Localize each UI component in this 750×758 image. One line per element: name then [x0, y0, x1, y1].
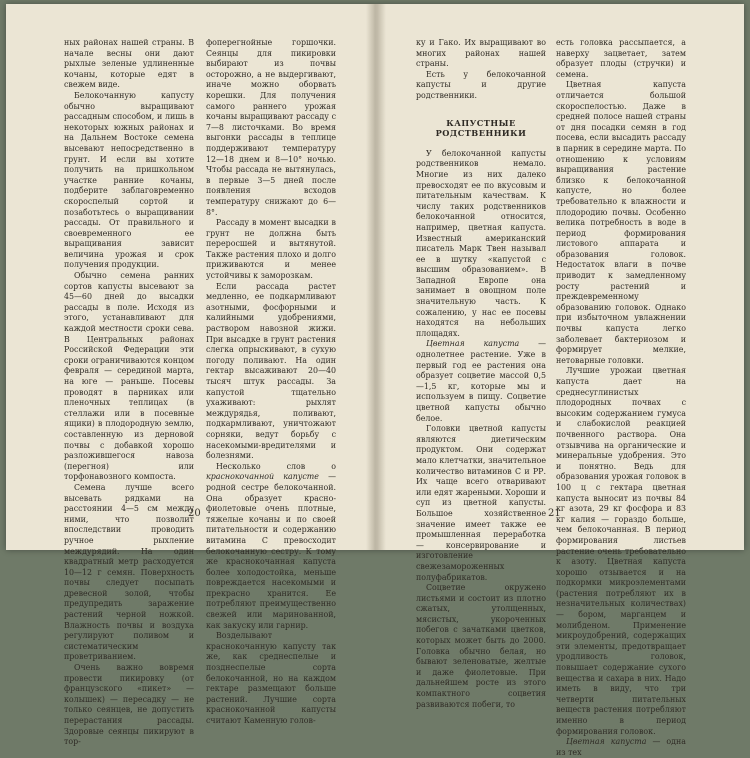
- paragraph: Лучшие урожаи цветная капуста дает на среднесуглинистых плодородных почвах с высоким содержанием гумуса и слабокислой реакцией почвенного раствора. Она отзывчива на органические и минеральные удобрения. Это и понятно. Ведь для образования урожая головок в 100 ц с гектара цветная капуста выносит из почвы 84 кг азота, 29 кг фосфора и 83 кг калия — гораздо больше, чем белокочанная. В период формирования листьев растение очень требовательно к азоту. Цветная капуста хорошо отзывается и на подкормки микроэлементами (растения потребляют их в незначительных количествах) — бором, марганцем и молибденом. Применение микроудобрений, содержащих эти элементы, предотвращает уродливость головок, повышает содержание сухого вещества и сахара в них. Надо иметь в виду, что три четверти питательных веществ растения потребляют именно в период формирования головок.: [556, 366, 686, 736]
- paragraph: Несколько слов о краснокочанной капусте — родной сестре белокочанной. Она образует красно-фиолетовые очень плотные, тяжелые кочаны и по своей питательности и содержанию витамина С превосходит белокочанную сестру. К тому же краснокочанная капуста более холодостойка, меньше повреждается насекомыми и прекрасно хранится. Ее потребляют преимущественно свежей или маринованной, как закуску или гарнир.: [206, 461, 337, 630]
- left-page-column-1: [64, 38, 194, 747]
- right-page: [376, 4, 744, 757]
- book-gutter: [366, 4, 386, 550]
- left-page-column-2: [206, 38, 337, 725]
- right-page-column-1: [416, 38, 546, 709]
- paragraph: Цветная капуста отличается большой скороспелостью. Даже в средней полосе нашей страны от дня посадки семян в год посева, если высадить рассаду в парник в середине марта. По отношению к условиям выращивания растение близко к белокочанной капусте, но более требовательно к влажности и плодородию почвы. Особенно велика потребность в воде в период формирования листового аппарата и образования головок. Недостаток влаги в почве приводит к замедленному росту растений и преждевременному образованию головок. Однако при избыточном увлажнении почвы капуста легко заболевает бактериозом и формирует мелкие, нетоварные головки.: [556, 80, 686, 365]
- paragraph: фоперегнойные горшочки. Сеянцы для пикировки выбирают из почвы осторожно, а не выдергивают, иначе можно оборвать корешки. Для получения самого раннего урожая кочаны выращивают рассаду с 7—8 листочками. Во время выгонки рассады в теплице поддерживают температуру 12—18 днем и 8—10° ночью. Чтобы рассада не вытянулась, в первые 3—5 дней после появления всходов температуру снижают до 6—8°.: [206, 38, 336, 217]
- paragraph: ку и Гако. Их выращивают во многих районах нашей страны.: [416, 38, 546, 69]
- paragraph: Обычно семена ранних сортов капусты высевают за 45—60 дней до высадки рассады в поле. Исходя из этого, устанавливают для каждой местности сроки сева. В Центральных районах Российской Федерации эти сроки ограничиваются концом февраля — серединой марта, на юге — раньше. Посевы проводят в парниках или пленочных теплицах (в стеллажи или в посевные ящики) в плодородную землю, составленную из дерновой почвы с добавкой хорошо разложившегося навоза (перегноя) или торфонавозного компоста.: [64, 271, 194, 482]
- paragraph: Очень важно вовремя провести пикировку (от французского «пикет» — колышек) — пересадку — не только сеянцев, не допустить перерастания рассады. Здоровые сеянцы пикируют в тор-: [64, 663, 194, 747]
- paragraph: Возделывают краснокочанную капусту так же, как среднеспелые и позднеспелые сорта белокочанной, но на каждом гектаре размещают больше растений. Лучшие сорта краснокочанной капусты считают Каменную голов-: [206, 631, 336, 725]
- paragraph: Цветная капуста — однолетнее растение. Уже в первый год ее растения она образует соцветие массой 0,5—1,5 кг, которые мы и используем в пищу. Соцветие цветной капусты обычно белое.: [416, 339, 546, 423]
- paragraph: У белокочанной капусты родственников немало. Многие из них далеко превосходят ее по вкусовым и питательным качествам. К числу таких родственников белокочанной относится, например, цветная капуста. Известный американский писатель Марк Твен называл ее в шутку «капустой с высшим образованием». В Западной Европе она занимает в овощном поле значительную часть. К сожалению, у нас ее посевы находятся на небольших площадях.: [416, 148, 546, 338]
- paragraph: Есть у белокочанной капусты и другие родственники.: [416, 69, 546, 100]
- paragraph: ных районах нашей страны. В начале весны они дают рыхлые зеленые удлиненные кочаны, которые едят в свежем виде.: [64, 38, 194, 90]
- paragraph: есть головка рассыпается, а наверху зацветает, затем образует плоды (стручки) и семена.: [556, 38, 686, 79]
- book-spread: [6, 4, 744, 757]
- paragraph: Семена лучше всего высевать рядками на расстоянии 4—5 см между ними, что позволит впоследствии проводить ручное рыхление междурядий. На один квадратный метр расходуется 10—12 г семян. Поверхность почвы следует посыпать древесной золой, чтобы предупредить заражение растений черной ножкой. Влажность почвы и воздуха регулируют поливом и систематическим проветриванием.: [64, 482, 194, 662]
- paragraph: Цветная капуста — одна из тех: [556, 737, 686, 757]
- paragraph: Соцветие окружено листьями и состоит из плотно сжатых, утолщенных, мясистых, укороченных побегов с зачатками цветков, которых может быть до 2000. Головка обычно белая, но бывают зеленоватые, желтые и даже фиолетовые. При дальнейшем росте из этого компактного соцветия развиваются побеги, то: [416, 583, 546, 709]
- paragraph: Белокочанную капусту обычно выращивают рассадным способом, и лишь в некоторых южных районах и на Дальнем Востоке семена высевают непосредственно в грунт. И если вы хотите получить на пришкольном участке ранние кочаны, подберите заблаговременно скороспелый сортой и позаботьтесь о выращивании рассады. От правильного и своевременного ее выращивания зависит величина урожая и срок получения продукции.: [64, 90, 194, 270]
- left-page: [6, 4, 374, 747]
- paragraph: Рассаду в момент высадки в грунт не должна быть переросшей и вытянутой. Также растения плохо и долго приживаются и менее устойчивы к заморозкам.: [206, 218, 336, 281]
- page-number-left: 20: [188, 508, 201, 519]
- page-number-right: 21: [548, 508, 561, 519]
- paragraph: Если рассада растет медленно, ее подкармливают азотными, фосфорными и калийными удобрениями, раствором навозной жижи. При высадке в грунт растения слегка опрыскивают, в сухую погоду поливают. На один гектар высаживают 20—40 тысяч штук рассады. За капустой тщательно ухаживают: рыхлят междурядья, поливают, подкармливают, уничтожают сорняки, ведут борьбу с насекомыми-вредителями и болезнями.: [206, 281, 336, 461]
- paragraph: Головки цветной капусты являются диетическим продуктом. Они содержат мало клетчатки, значительное количество витаминов С и РР. Их чаще всего отваривают или едят жареными. Хороши и суп из цветной капусты. Большое хозяйственное значение имеет также ее промышленная переработка — консервирование и изготовление свежезамороженных полуфабрикатов.: [416, 424, 546, 582]
- section-title: КАПУСТНЫЕ РОДСТВЕННИКИ: [435, 117, 527, 139]
- right-page-column-2: [556, 38, 686, 757]
